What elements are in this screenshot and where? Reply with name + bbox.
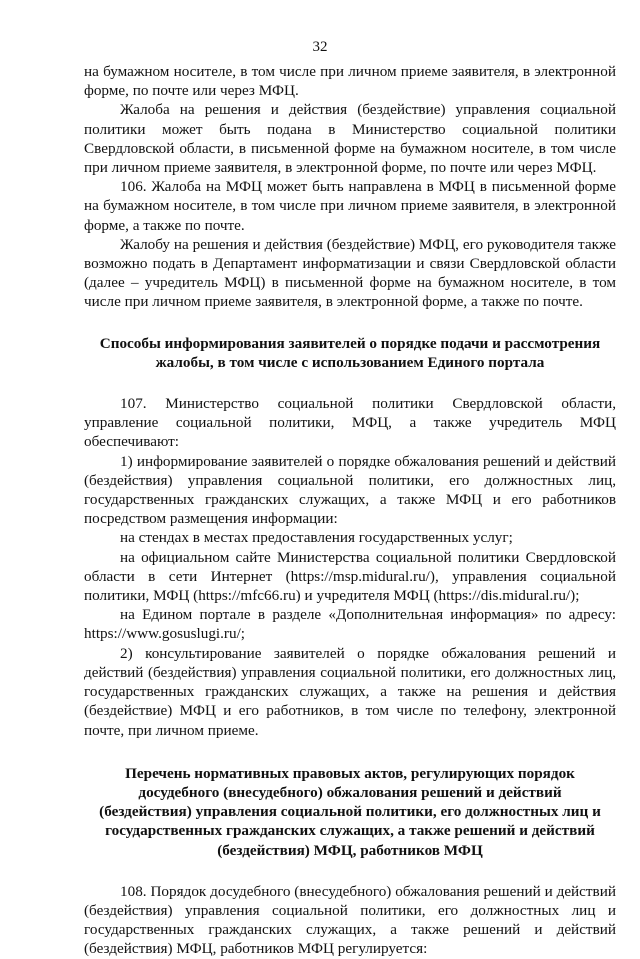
page-number: 32 — [312, 39, 328, 55]
paragraph: Жалобу на решения и действия (бездействие) МФЦ, его руководителя также возможно подать в Департамент информатизации и связи Свердловской области (далее – учредитель МФЦ) в письменной форме на бумажном носителе, в том числе при личном приеме заявителя, в электронной форме, а также по почте. — [84, 235, 616, 311]
document-body — [84, 62, 616, 959]
paragraph: на официальном сайте Министерства социальной политики Свердловской области в сети Интернет (https://msp.midural.ru/), управления социальной политики, МФЦ (https://mfc66.ru) и учредителя МФЦ (https://dis.midural.ru/); — [84, 548, 616, 605]
section-heading: Способы информирования заявителей о порядке подачи и рассмотрения жалобы, в том числе с использованием Единого портала — [99, 334, 601, 371]
section-heading: Перечень нормативных правовых актов, регулирующих порядок досудебного (внесудебного) обжалования решений и действий (бездействия) управления социальной политики, его должностных лиц и государственных гражданских служащих, а также решений и действий (бездействия) МФЦ, работников МФЦ — [99, 764, 601, 859]
paragraph: на бумажном носителе, в том числе при личном приеме заявителя, в электронной форме, по почте или через МФЦ. — [84, 63, 616, 100]
paragraph: 106. Жалоба на МФЦ может быть направлена в МФЦ в письменной форме на бумажном носителе, в том числе при личном приеме заявителя, в электронной форме, а также по почте. — [84, 178, 616, 234]
paragraph: на стендах в местах предоставления государственных услуг; — [120, 529, 513, 547]
paragraph: 2) консультирование заявителей о порядке обжалования решений и действий (бездействия) управления социальной политики, его должностных лиц, государственных гражданских служащих, а также на решения и действия (бездействие) МФЦ и его работников, в том числе по телефону, электронной почте, при личном приеме. — [84, 644, 616, 739]
paragraph: 1) информирование заявителей о порядке обжалования решений и действий (бездействия) управления социальной политики, его должностных лиц, государственных гражданских служащих, а также МФЦ и его работников посредством размещения информации: — [84, 452, 616, 528]
paragraph: 107. Министерство социальной политики Свердловской области, управление социальной политики, МФЦ, а также учредитель МФЦ обеспечивают: — [84, 395, 616, 451]
paragraph: Жалоба на решения и действия (бездействие) управления социальной политики может быть подана в Министерство социальной политики Свердловской области, в письменной форме на бумажном носителе, в том числе при личном приеме заявителя, в электронной форме, по почте или через МФЦ. — [84, 101, 616, 177]
paragraph: на Едином портале в разделе «Дополнительная информация» по адресу: https://www.gosuslugi.ru/; — [84, 606, 616, 643]
paragraph: 108. Порядок досудебного (внесудебного) обжалования решений и действий (бездействия) управления социальной политики, его должностных лиц и государственных гражданских служащих, а также решений и действий (бездействия) МФЦ, работников МФЦ регулируется: — [84, 882, 616, 958]
